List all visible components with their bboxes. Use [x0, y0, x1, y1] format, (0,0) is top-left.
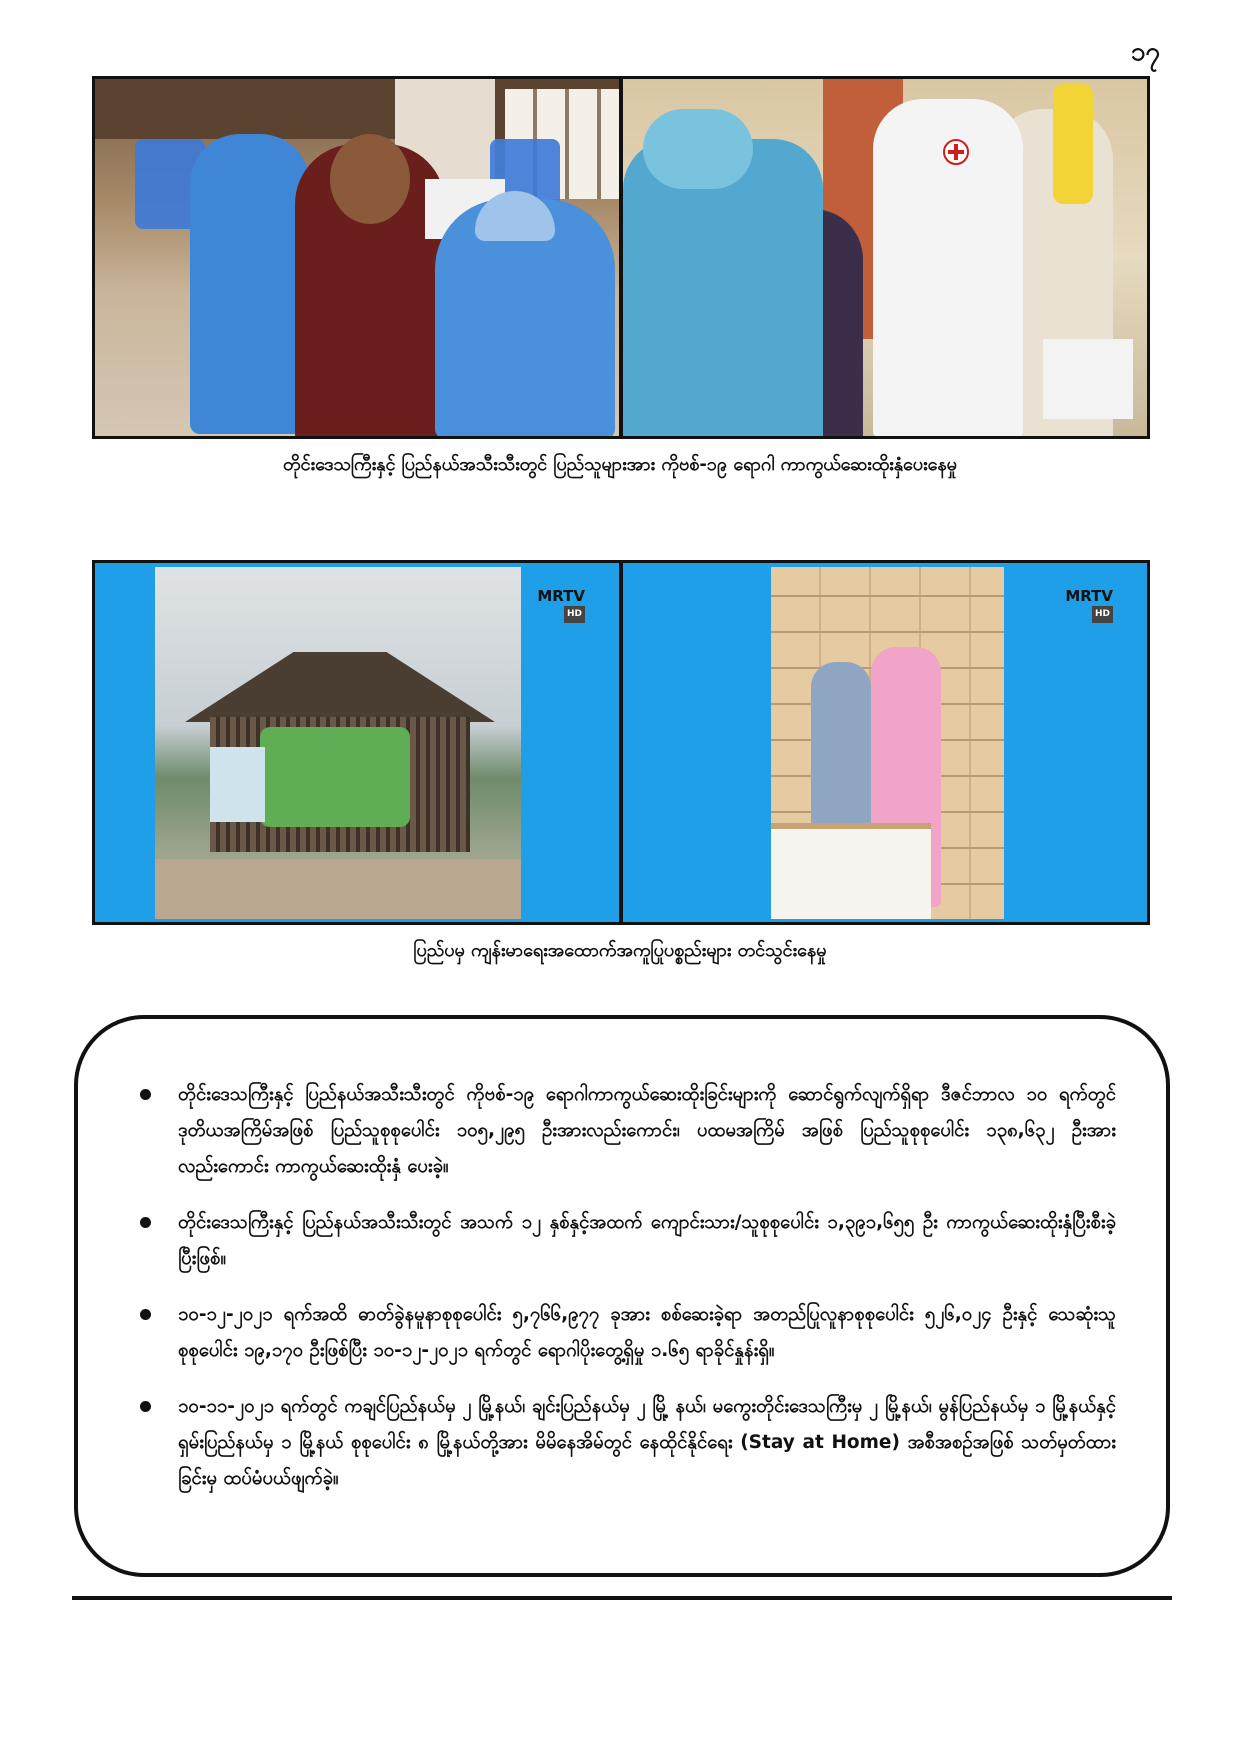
bullet-icon	[140, 1401, 151, 1412]
top-photos-caption: တိုင်းဒေသကြီးနှင့် ပြည်နယ်အသီးသီးတွင် ပြည်သူများအား ကိုဗစ်-၁၉ ရောဂါ ကာကွယ်ဆေးထိုးနှံပေးနေမှု	[283, 454, 957, 475]
bullet-icon	[140, 1309, 151, 1320]
mrtv-logo: MRTV HD	[529, 589, 585, 619]
bullet-icon	[140, 1089, 151, 1100]
photo-container-unloading	[623, 563, 1147, 922]
bullet-icon	[140, 1217, 151, 1228]
list-item: တိုင်းဒေသကြီးနှင့် ပြည်နယ်အသီးသီးတွင် ကိုဗစ်-၁၉ ရောဂါကာကွယ်ဆေးထိုးခြင်းများကို ဆောင်ရွက်လျက်ရှိရာ ဒီဇင်ဘာလ ၁၀ ရက်တွင် ဒုတိယအကြိမ်အဖြစ် ပြည်သူစုစုပေါင်း ၁၀၅,၂၉၅ ဦးအားလည်းကောင်း၊ ပထမအကြိမ် အဖြစ် ပြည်သူစုစုပေါင်း ၁၃၈,၆၃၂ ဦးအားလည်းကောင်း ကာကွယ်ဆေးထိုးနှံ ပေးခဲ့။	[138, 1077, 1116, 1185]
photo-vaccinating-monk	[95, 79, 619, 436]
bottom-photo-row	[92, 560, 1150, 925]
summary-box	[74, 1015, 1170, 1577]
top-photo-row	[92, 76, 1150, 439]
bottom-photos-caption: ပြည်ပမှ ကျန်းမာရေးအထောက်အကူပြုပစ္စည်းများ တင်သွင်းနေမှု	[413, 940, 827, 961]
summary-list	[138, 1077, 1116, 1497]
page-number: ၁၇	[1130, 37, 1160, 67]
red-cross-icon	[943, 139, 969, 165]
list-item: ၁၀-၁၂-၂၀၂၁ ရက်အထိ ဓာတ်ခွဲနမူနာစုစုပေါင်း ၅,၇၆၆,၉၇၇ ခုအား စစ်ဆေးခဲ့ရာ အတည်ပြုလူနာစုစုပေါင်း ၅၂၆,၀၂၄ ဦးနှင့် သေဆုံးသူစုစုပေါင်း ၁၉,၁၇၀ ဦးဖြစ်ပြီး ၁၀-၁၂-၂၀၂၁ ရက်တွင် ရောဂါပိုးတွေ့ရှိမှု ၁.၆၅ ရာခိုင်နှုန်းရှိ။	[138, 1297, 1116, 1369]
list-item: ၁၀-၁၁-၂၀၂၁ ရက်တွင် ကချင်ပြည်နယ်မှ ၂ မြို့နယ်၊ ချင်းပြည်နယ်မှ ၂ မြို့ နယ်၊ မကွေးတိုင်းဒေသကြီးမှ ၂ မြို့နယ်၊ မွန်ပြည်နယ်မှ ၁ မြို့နယ်နှင့် ရှမ်းပြည်နယ်မှ ၁ မြို့နယ် စုစုပေါင်း ၈ မြို့နယ်တို့အား မိမိနေအိမ်တွင် နေထိုင်နိုင်ရေး (Stay at Home) အစီအစဉ်အဖြစ် သတ်မှတ်ထားခြင်းမှ ထပ်မံပယ်ဖျက်ခဲ့။	[138, 1389, 1116, 1497]
list-item: တိုင်းဒေသကြီးနှင့် ပြည်နယ်အသီးသီးတွင် အသက် ၁၂ နှစ်နှင့်အထက် ကျောင်းသား/သူစုစုပေါင်း ၁,၃၉၁,၆၅၅ ဦး ကာကွယ်ဆေးထိုးနှံပြီးစီးခဲ့ပြီးဖြစ်။	[138, 1205, 1116, 1277]
photo-truck-at-border	[95, 563, 619, 922]
mrtv-logo: MRTV HD	[1057, 589, 1113, 619]
photo-red-cross-vaccination	[623, 79, 1147, 436]
bottom-divider	[72, 1596, 1172, 1600]
